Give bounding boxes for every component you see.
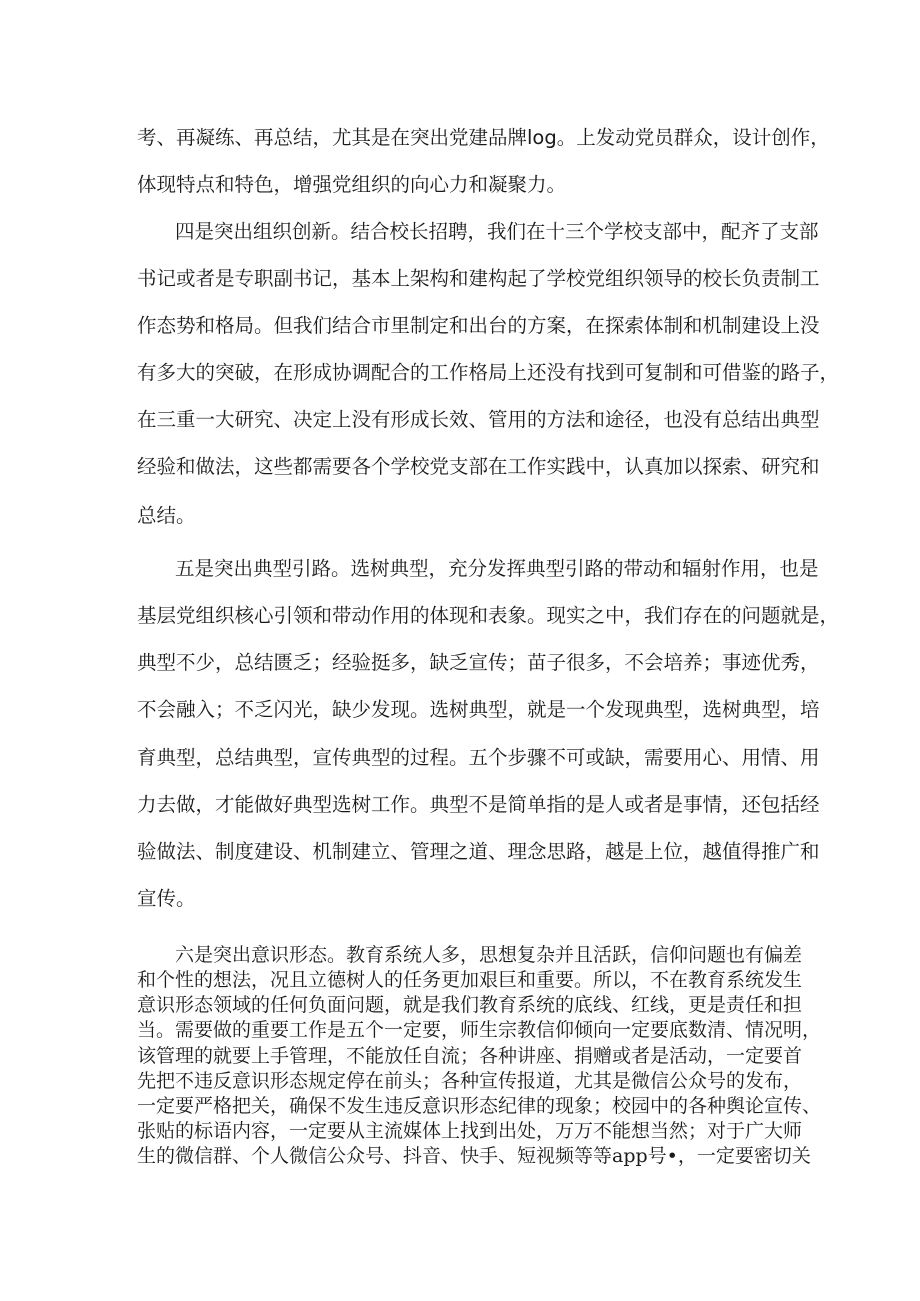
text-line: 宣传。 — [137, 887, 196, 910]
text-line: 有多大的突破，在形成协调配合的工作格局上还没有找到可复制和可借鉴的路子， — [137, 361, 840, 384]
text-line: 力去做，才能做好典型选树工作。典型不是简单指的是人或者是事情，还包括经 — [137, 793, 820, 816]
text-line: 和个性的想法，况且立德树人的任务更加艰巨和重要。所以，不在教育系统发生 — [137, 969, 803, 991]
text-line: 张贴的标语内容，一定要从主流媒体上找到出处，万万不能想当然；对于广大师 — [137, 1120, 803, 1142]
text-line: 生的微信群、个人微信公众号、抖音、快手、短视频等等app号•，一定要密切关 — [137, 1145, 811, 1167]
text-line: 书记或者是专职副书记，基本上架构和建构起了学校党组织领导的校长负责制工 — [137, 267, 820, 290]
text-line: 在三重一大研究、决定上没有形成长效、管用的方法和途径，也没有总结出典型 — [137, 408, 820, 431]
text-line: 育典型，总结典型，宣传典型的过程。五个步骤不可或缺，需要用心、用情、用 — [137, 746, 820, 769]
text-line: 经验和做法，这些都需要各个学校党支部在工作实践中，认真加以探索、研究和 — [137, 455, 820, 478]
text-line: 一定要严格把关，确保不发生违反意识形态纪律的现象；校园中的各种舆论宣传、 — [137, 1095, 822, 1117]
text-line: 总结。 — [137, 504, 196, 527]
text-line: 六是突出意识形态。教育系统人多，思想复杂并且活跃，信仰问题也有偏差 — [175, 944, 803, 966]
text-line: 该管理的就要上手管理，不能放任自流；各种讲座、捐赠或者是活动，一定要首 — [137, 1045, 803, 1067]
text-line: 意识形态领域的任何负面问题，就是我们教育系统的底线、红线，更是责任和担 — [137, 994, 803, 1016]
text-line: 当。需要做的重要工作是五个一定要，师生宗教信仰倾向一定要底数清、情况明， — [137, 1019, 822, 1041]
text-line: 体现特点和特色，增强党组织的向心力和凝聚力。 — [137, 173, 567, 196]
text-line: 四是突出组织创新。结合校长招聘，我们在十三个学校支部中，配齐了支部 — [175, 220, 819, 243]
text-line: 不会融入；不乏闪光，缺少发现。选树典型，就是一个发现典型，选树典型，培 — [137, 698, 820, 721]
text-line: 典型不少，总结匮乏；经验挺多，缺乏宣传；苗子很多，不会培养；事迹优秀， — [137, 651, 820, 674]
text-line: 验做法、制度建设、机制建立、管理之道、理念思路，越是上位，越值得推广和 — [137, 840, 820, 863]
text-line: 先把不违反意识形态规定停在前头；各种宣传报道，尤其是微信公众号的发布， — [137, 1070, 803, 1092]
text-line: 考、再凝练、再总结，尤其是在突出党建品牌log。上发动党员群众，设计创作， — [137, 126, 830, 149]
text-line: 五是突出典型引路。选树典型，充分发挥典型引路的带动和辐射作用，也是 — [175, 557, 819, 580]
text-line: 作态势和格局。但我们结合市里制定和出台的方案，在探索体制和机制建设上没 — [137, 314, 820, 337]
text-line: 基层党组织核心引领和带动作用的体现和表象。现实之中，我们存在的问题就是， — [137, 604, 840, 627]
